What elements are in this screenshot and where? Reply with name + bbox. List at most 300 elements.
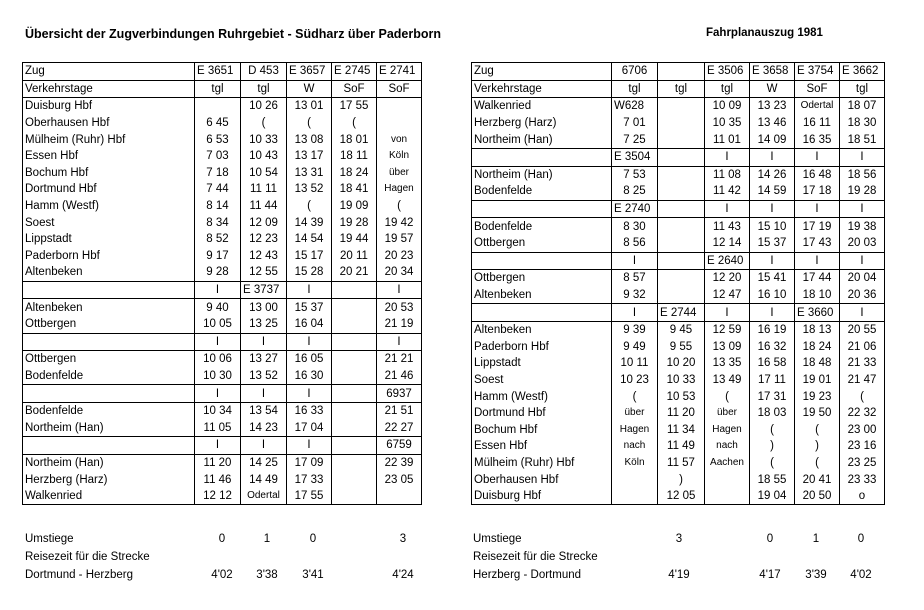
time-cell: 21 21 [377,351,422,368]
time-cell: 8 56 [612,235,658,252]
time-cell: 17 31 [750,388,795,405]
station-cell: Bodenfelde [472,218,612,235]
time-cell: 18 13 [795,321,840,338]
time-cell: 14 54 [287,231,332,248]
table-row [23,264,422,281]
time-cell: I [840,148,885,166]
time-cell [332,316,377,333]
time-cell: E 2640 [705,252,750,270]
time-cell: 19 44 [332,231,377,248]
time-cell: I [750,148,795,166]
time-cell: 11 20 [658,405,705,422]
time-cell: 18 55 [750,471,795,488]
timetable-ruhr-suedharz [22,62,422,505]
time-cell: SoF [332,80,377,98]
time-cell: 16 35 [795,131,840,148]
station-cell: Soest [23,214,195,231]
time-cell: 10 26 [241,98,287,115]
time-cell: E 3504 [612,148,658,166]
time-cell: 18 03 [750,405,795,422]
table-row [23,351,422,368]
time-cell: Hagen [612,421,658,438]
separator-row [23,333,422,351]
table-row [23,115,422,132]
station-cell: Lippstadt [472,355,612,372]
time-cell: 13 17 [287,148,332,165]
station-cell: Bodenfelde [472,183,612,200]
table-row [472,166,885,183]
time-cell: 16 11 [795,115,840,132]
table-row [23,214,422,231]
station-cell: Herzberg (Harz) [472,115,612,132]
time-cell: 14 23 [241,419,287,436]
table-row [23,419,422,436]
time-cell: ( [795,421,840,438]
time-cell: 20 53 [377,299,422,316]
table-row [472,183,885,200]
time-cell: SoF [795,80,840,98]
time-cell: 15 10 [750,218,795,235]
table-row [472,421,885,438]
time-cell: ( [287,115,332,132]
time-cell [658,115,705,132]
separator-row [23,281,422,299]
station-cell: Paderborn Hbf [23,248,195,265]
time-cell: 13 25 [241,316,287,333]
time-cell: 19 09 [332,198,377,215]
time-cell [332,402,377,419]
time-cell: 20 04 [840,270,885,287]
time-cell: 20 21 [332,264,377,281]
time-cell: 18 56 [840,166,885,183]
umstiege-label: Umstiege [25,533,74,545]
umstiege-value: 3 [675,533,683,545]
time-cell: E 3660 [795,304,840,322]
time-cell: von [377,131,422,148]
time-cell: W [750,80,795,98]
time-cell: 18 30 [840,115,885,132]
time-cell: 19 50 [795,405,840,422]
station-cell: Ottbergen [472,235,612,252]
table-row [23,165,422,182]
time-cell: 13 09 [705,339,750,356]
table-row [472,98,885,115]
time-cell: 6759 [377,437,422,455]
time-cell: 11 42 [705,183,750,200]
time-cell: 21 06 [840,339,885,356]
reisezeit-value: 3'39 [805,569,827,581]
time-cell [377,98,422,115]
station-cell: Oberhausen Hbf [472,471,612,488]
time-cell: E 3658 [750,63,795,81]
table-row [23,299,422,316]
time-cell: I [377,333,422,351]
time-cell: 22 27 [377,419,422,436]
time-cell: 7 25 [612,131,658,148]
time-cell: 8 30 [612,218,658,235]
time-cell: 17 09 [287,454,332,471]
time-cell: 17 11 [750,372,795,389]
time-cell: 11 20 [195,454,241,471]
separator-row [472,252,885,270]
time-cell: E 2745 [332,63,377,81]
station-cell [23,437,195,455]
time-cell: ( [241,115,287,132]
time-cell: ) [750,438,795,455]
time-cell [195,98,241,115]
time-cell: 13 52 [241,368,287,385]
time-cell [332,299,377,316]
station-cell: Duisburg Hbf [472,488,612,505]
time-cell: nach [612,438,658,455]
umstiege-value: 0 [309,533,317,545]
station-cell: Verkehrstage [472,80,612,98]
time-cell: I [195,385,241,403]
time-cell: 8 57 [612,270,658,287]
table-row [472,355,885,372]
time-cell: SoF [377,80,422,98]
time-cell: I [195,281,241,299]
time-cell: 6 45 [195,115,241,132]
time-cell: Aachen [705,455,750,472]
time-cell: 19 01 [795,372,840,389]
days-row [472,80,885,98]
time-cell: 14 59 [750,183,795,200]
time-cell: ( [332,115,377,132]
time-cell: 17 19 [795,218,840,235]
time-cell: Köln [612,455,658,472]
time-cell: tgl [658,80,705,98]
station-cell: Walkenried [472,98,612,115]
time-cell: I [840,200,885,218]
time-cell: 21 19 [377,316,422,333]
time-cell: E 3662 [840,63,885,81]
time-cell: 14 09 [750,131,795,148]
station-cell [472,200,612,218]
time-cell: tgl [241,80,287,98]
time-cell: 15 17 [287,248,332,265]
time-cell: 11 34 [658,421,705,438]
reisezeit-value: 3'41 [302,569,324,581]
station-cell [472,304,612,322]
umstiege-value: 1 [263,533,271,545]
time-cell: 17 44 [795,270,840,287]
time-cell: 20 36 [840,287,885,304]
time-cell [332,419,377,436]
time-cell: I [795,200,840,218]
station-cell: Walkenried [23,488,195,505]
time-cell: 20 41 [795,471,840,488]
time-cell: über [377,165,422,182]
time-cell: ) [795,438,840,455]
table-row [472,287,885,304]
time-cell: 6937 [377,385,422,403]
reisezeit-value: 4'17 [759,569,781,581]
days-row [23,80,422,98]
time-cell: 18 48 [795,355,840,372]
time-cell [332,488,377,505]
station-cell: Bochum Hbf [472,421,612,438]
time-cell: 10 06 [195,351,241,368]
umstiege-label: Umstiege [473,533,522,545]
time-cell: 8 34 [195,214,241,231]
table-row [23,248,422,265]
time-cell: 14 49 [241,471,287,488]
time-cell: 20 34 [377,264,422,281]
time-cell: 22 32 [840,405,885,422]
time-cell: 19 42 [377,214,422,231]
time-cell: 16 05 [287,351,332,368]
station-cell: Soest [472,372,612,389]
time-cell: 10 11 [612,355,658,372]
time-cell: I [287,333,332,351]
time-cell: 18 24 [332,165,377,182]
separator-row [472,304,885,322]
time-cell: E 3657 [287,63,332,81]
time-cell: I [287,437,332,455]
umstiege-value: 3 [399,533,407,545]
time-cell: 9 49 [612,339,658,356]
time-cell: E 2744 [658,304,705,322]
time-cell: 13 46 [750,115,795,132]
time-cell: 19 38 [840,218,885,235]
time-cell: 17 04 [287,419,332,436]
station-cell: Altenbeken [23,264,195,281]
station-cell: Northeim (Han) [472,166,612,183]
time-cell: 10 23 [612,372,658,389]
time-cell: ( [750,421,795,438]
time-cell: 11 44 [241,198,287,215]
time-cell: 19 04 [750,488,795,505]
reisezeit-value: 4'02 [211,569,233,581]
station-cell: Bochum Hbf [23,165,195,182]
time-cell: 10 30 [195,368,241,385]
time-cell: ( [750,455,795,472]
time-cell: I [705,200,750,218]
page-subtitle: Fahrplanauszug 1981 [706,27,823,39]
time-cell: I [705,304,750,322]
time-cell: 20 11 [332,248,377,265]
time-cell: 6 53 [195,131,241,148]
table-row [472,321,885,338]
time-cell: 12 23 [241,231,287,248]
time-cell: 23 00 [840,421,885,438]
reisezeit-value: 4'19 [668,569,690,581]
time-cell: Hagen [377,181,422,198]
time-cell: 7 53 [612,166,658,183]
time-cell: 21 47 [840,372,885,389]
separator-row [472,148,885,166]
time-cell: 13 35 [705,355,750,372]
table-row [472,438,885,455]
station-cell [23,333,195,351]
reisezeit-label: Reisezeit für die Strecke [473,551,598,563]
station-cell [472,148,612,166]
time-cell: I [287,281,332,299]
time-cell: I [612,252,658,270]
time-cell: 11 49 [658,438,705,455]
reisezeit-value: 4'24 [392,569,414,581]
station-cell [472,252,612,270]
table-row [472,488,885,505]
time-cell: 12 20 [705,270,750,287]
station-cell: Bodenfelde [23,402,195,419]
table-row [23,368,422,385]
route-label: Herzberg - Dortmund [473,569,582,581]
station-cell: Zug [23,63,195,81]
station-cell: Mülheim (Ruhr) Hbf [23,131,195,148]
station-cell: Mülheim (Ruhr) Hbf [472,455,612,472]
time-cell: tgl [840,80,885,98]
table-row [472,115,885,132]
time-cell: W628 [612,98,658,115]
station-cell: Oberhausen Hbf [23,115,195,132]
time-cell: 20 50 [795,488,840,505]
table-row [23,98,422,115]
table-row [23,148,422,165]
time-cell [377,115,422,132]
time-cell: o [840,488,885,505]
time-cell: 15 28 [287,264,332,281]
time-cell [658,218,705,235]
time-cell: E 2741 [377,63,422,81]
route-label: Dortmund - Herzberg [25,569,134,581]
umstiege-value: 0 [857,533,865,545]
time-cell: E 3754 [795,63,840,81]
time-cell: 13 00 [241,299,287,316]
time-cell: über [612,405,658,422]
time-cell: 9 55 [658,339,705,356]
table-row [23,471,422,488]
time-cell: 9 45 [658,321,705,338]
time-cell: I [195,333,241,351]
reisezeit-label: Reisezeit für die Strecke [25,551,150,563]
time-cell: 12 05 [658,488,705,505]
umstiege-value: 0 [218,533,226,545]
header-row [23,63,422,81]
time-cell: 20 03 [840,235,885,252]
table-row [472,131,885,148]
time-cell [332,437,377,455]
time-cell: E 3506 [705,63,750,81]
station-cell: Essen Hbf [23,148,195,165]
time-cell: 18 11 [332,148,377,165]
table-row [23,488,422,505]
time-cell: über [705,405,750,422]
time-cell [332,333,377,351]
time-cell: 21 46 [377,368,422,385]
header-row [472,63,885,81]
time-cell [332,385,377,403]
time-cell: 16 10 [750,287,795,304]
time-cell [332,368,377,385]
time-cell [705,488,750,505]
time-cell [658,166,705,183]
time-cell: 17 55 [287,488,332,505]
time-cell: 18 10 [795,287,840,304]
time-cell [612,488,658,505]
time-cell: I [287,385,332,403]
time-cell: 10 34 [195,402,241,419]
time-cell: tgl [195,80,241,98]
station-cell: Ottbergen [23,316,195,333]
time-cell: I [750,304,795,322]
time-cell: 19 23 [795,388,840,405]
time-cell: 11 08 [705,166,750,183]
time-cell [658,98,705,115]
time-cell: 13 01 [287,98,332,115]
time-cell [658,270,705,287]
time-cell: 16 32 [750,339,795,356]
time-cell [658,252,705,270]
time-cell: 12 12 [195,488,241,505]
time-cell: ( [287,198,332,215]
time-cell [658,235,705,252]
time-cell: 18 01 [332,131,377,148]
time-cell [332,281,377,299]
station-cell: Ottbergen [23,351,195,368]
time-cell: I [241,437,287,455]
time-cell: 16 04 [287,316,332,333]
time-cell: I [750,200,795,218]
time-cell [377,488,422,505]
station-cell: Altenbeken [23,299,195,316]
table-row [472,455,885,472]
time-cell: W [287,80,332,98]
time-cell: 11 01 [705,131,750,148]
time-cell: ( [377,198,422,215]
footer-right [473,533,893,593]
time-cell: 12 59 [705,321,750,338]
time-cell: 8 25 [612,183,658,200]
time-cell: 10 09 [705,98,750,115]
time-cell [658,200,705,218]
time-cell: I [377,281,422,299]
time-cell: 19 28 [840,183,885,200]
station-cell: Dortmund Hbf [472,405,612,422]
time-cell [658,63,705,81]
time-cell: 11 46 [195,471,241,488]
time-cell: I [241,385,287,403]
time-cell: ) [658,471,705,488]
time-cell: I [750,252,795,270]
table-row [472,405,885,422]
time-cell [332,471,377,488]
time-cell: 17 33 [287,471,332,488]
time-cell: 12 55 [241,264,287,281]
time-cell: tgl [612,80,658,98]
table-row [472,339,885,356]
time-cell: tgl [705,80,750,98]
time-cell: 13 08 [287,131,332,148]
time-cell: 6706 [612,63,658,81]
table-row [23,181,422,198]
time-cell: 16 19 [750,321,795,338]
time-cell [658,148,705,166]
time-cell: Hagen [705,421,750,438]
table-row [23,316,422,333]
separator-row [23,385,422,403]
time-cell: I [795,148,840,166]
time-cell: I [195,437,241,455]
separator-row [472,200,885,218]
time-cell: E 3737 [241,281,287,299]
umstiege-value: 0 [766,533,774,545]
time-cell [705,471,750,488]
time-cell: 13 23 [750,98,795,115]
time-cell: ( [705,388,750,405]
station-cell: Duisburg Hbf [23,98,195,115]
